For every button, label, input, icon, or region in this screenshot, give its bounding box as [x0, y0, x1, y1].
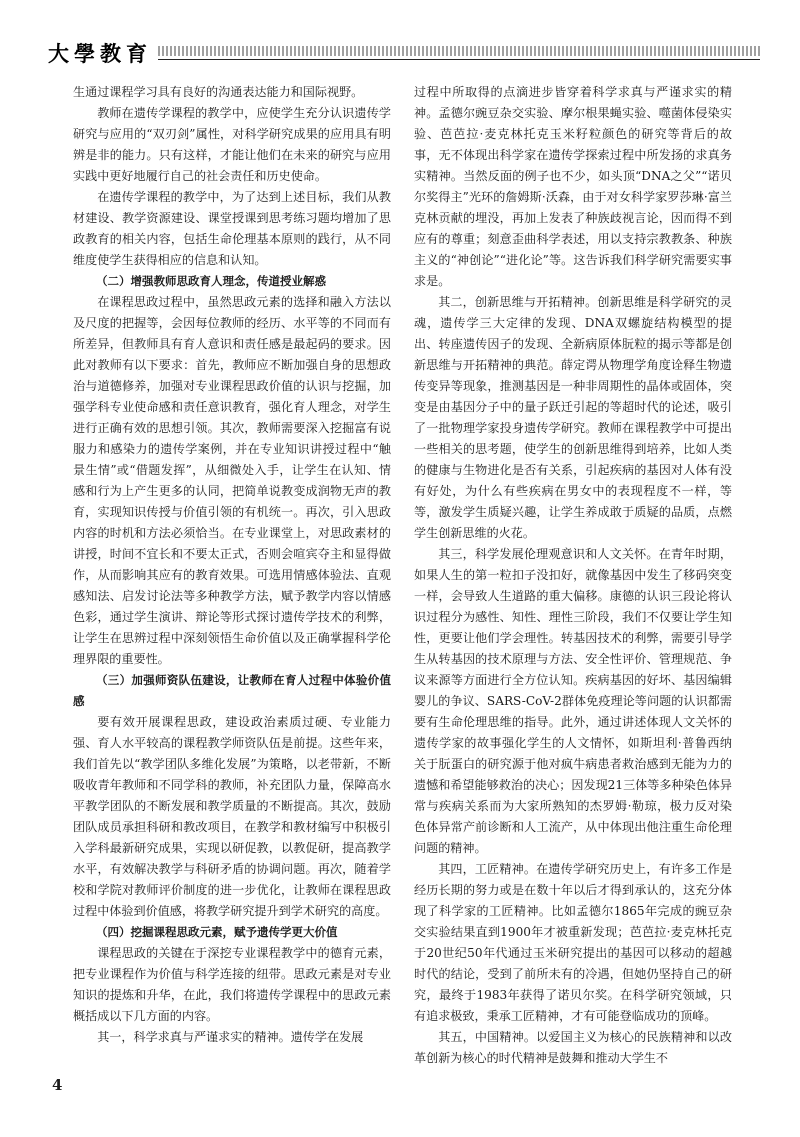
page-number: 4 [52, 1076, 63, 1094]
header-rule [158, 59, 760, 60]
paragraph: 其四，工匠精神。在遗传学研究历史上，有许多工作是经历长期的努力或是在数十年以后才得到承认的，这充分体现了科学家的工匠精神。比如孟德尔1865年完成的豌豆杂交实验结果直到1900年才被重新发现；芭芭拉·麦克林托克于20世纪50年代通过玉米研究提出的基因可以移动的超越时代的结论，受到了前所未有的冷遇，但她仍坚持自己的研究，最终于1983年获得了诺贝尔奖。在科学研究领域，只有追求极致，秉承工匠精神，才有可能登临成功的顶峰。 [414, 862, 732, 1023]
journal-logo: 大學教育 [48, 42, 152, 66]
page-header [40, 30, 760, 78]
paragraph: 其三，科学发展伦理观意识和人文关怀。在青年时期，如果人生的第一粒扣子没扣好，就像基因中发生了移码突变一样，会导致人生道路的重大偏移。康德的认识三段论将认识过程分为感性、知性、理性三阶段，我们不仅要让学生知性，更要让他们学会理性。转基因技术的利弊，需要引导学生从转基因的技术原理与方法、安全性评价、管理规范、争议来源等方面进行全方位认知。疾病基因的好坏、基因编辑婴儿的争议、SARS-CoV-2群体免疫理论等问题的认识都需要有生命伦理思维的指导。此外，通过讲述体现人文关怀的遗传学家的故事强化学生的人文情怀，如斯坦利·普鲁西纳关于朊蛋白的研究源于他对疯牛病患者救治感到无能为力的遗憾和希望能够救治的决心；因发现21三体等多种染色体异常与疾病关系而为大家所熟知的杰罗姆·勒琼，极力反对染色体异常产前诊断和人工流产，从中体现出他注重生命伦理问题的精神。 [414, 547, 732, 855]
paragraph: 在课程思政过程中，虽然思政元素的选择和融入方法以及尺度的把握等，会因每位教师的经历、水平等的不同而有所差异，但教师具有育人意识和责任感是最起码的要求。因此对教师有以下要求：首先，教师应不断加强自身的思想政治与道德修养，加强对专业课程思政价值的认识与挖掘，加强学科专业使命感和责任意识教育，强化育人理念，对学生进行正确有效的思想引领。其次，教师需要深入挖掘富有说服力和感染力的遗传学案例，并在专业知识讲授过程中“触景生情”或“借题发挥”，从细微处入手，让学生在认知、情感和行为上产生更多的认同，把简单说教变成润物无声的教育，实现知识传授与价值引领的有机统一。再次，引入思政内容的时机和方法必须恰当。在专业课堂上，对思政素材的讲授，时间不宜长和不要太正式，否则会喧宾夺主和显得做作，从而影响其应有的教育效果。可选用情感体验法、直观感知法、启发讨论法等多种教学方法，赋予教学内容以情感色彩，通过学生演讲、辩论等形式探讨遗传学技术的利弊，让学生在思辨过程中深刻领悟生命价值以及正确掌握科学伦理界限的重要性。 [73, 295, 391, 666]
section-heading: （二）增强教师思政育人理念，传道授业解惑 [96, 274, 326, 288]
paragraph: 要有效开展课程思政，建设政治素质过硬、专业能力强、育人水平较高的课程教学师资队伍是前提。这些年来，我们首先以“教学团队多维化发展”为策略，以老带新，不断吸收青年教师和不同学科的教师，补充团队力量，保障高水平教学团队的不断发展和教学质量的不断提高。其次，鼓励团队成员承担科研和教改项目，在教学和教材编写中积极引入学科最新研究成果，实现以研促教，以教促研，提高教学水平，有效解决教学与科研矛盾的协调问题。再次，随着学校和学院对教师评价制度的进一步优化，让教师在课程思政过程中体验到价值感，将教学研究提升到学术研究的高度。 [73, 715, 391, 918]
left-column [73, 82, 391, 1048]
paragraph: 其二，创新思维与开拓精神。创新思维是科学研究的灵魂，遗传学三大定律的发现、DNA双螺旋结构模型的提出、转座遗传因子的发现、全新病原体朊粒的揭示等都是创新思维与开拓精神的典范。薛定谔从物理学角度诠释生物遗传变异等现象，推测基因是一种非周期性的晶体或固体，突变是由基因分子中的量子跃迁引起的等超时代的论述，吸引了一批物理学家投身遗传学研究。教师在课程教学中可提出一些相关的思考题，使学生的创新思维得到培养，比如人类的健康与生物进化是否有关系，引起疾病的基因对人体有没有好处，为什么有些疾病在男女中的表现程度不一样，等等，激发学生质疑兴趣，让学生养成敢于质疑的品质，点燃学生创新思维的火花。 [414, 295, 732, 540]
paragraph: 课程思政的关键在于深挖专业课程教学中的德育元素，把专业课程作为价值与科学连接的纽带。思政元素是对专业知识的提炼和升华，在此，我们将遗传学课程中的思政元素概括成以下几方面的内容。 [73, 946, 391, 1023]
paragraph: 在遗传学课程的教学中，为了达到上述目标，我们从教材建设、教学资源建设、课堂授课到思考练习题均增加了思政教育的相关内容，包括生命伦理基本原则的践行，从不同维度使学生获得相应的信息和认知。 [73, 190, 391, 267]
paragraph: 其一，科学求真与严谨求实的精神。遗传学在发展 [97, 1030, 364, 1044]
section-heading: （三）加强师资队伍建设，让教师在育人过程中体验价值感 [73, 673, 391, 708]
section-heading: （四）挖掘课程思政元素，赋予遗传学更大价值 [96, 925, 338, 939]
paragraph: 过程中所取得的点滴进步皆穿着科学求真与严谨求实的精神。孟德尔豌豆杂交实验、摩尔根果蝇实验、噬菌体侵染实验、芭芭拉·麦克林托克玉米籽粒颜色的研究等背后的故事，无不体现出科学家在遗传学探索过程中所发扬的求真务实精神。当然反面的例子也不少，如头顶“DNA之父”“诺贝尔奖得主”光环的詹姆斯·沃森，由于对女科学家罗莎琳·富兰克林贡献的埋没，再加上发表了种族歧视言论，因而得不到应有的尊重；刻意歪曲科学表述，用以支持宗教教条、种族主义的“神创论”“进化论”等。这告诉我们科学研究需要实事求是。 [414, 85, 732, 288]
right-column [414, 82, 732, 1069]
header-dotted-rule [158, 46, 760, 56]
paragraph: 教师在遗传学课程的教学中，应使学生充分认识遗传学研究与应用的“双刃剑”属性，对科学研究成果的应用具有明辨是非的能力。只有这样，才能让他们在未来的研究与应用实践中更好地履行自己的社会责任和历史使命。 [73, 106, 391, 183]
paragraph: 生通过课程学习具有良好的沟通表达能力和国际视野。 [73, 85, 364, 99]
paragraph: 其五，中国精神。以爱国主义为核心的民族精神和以改革创新为核心的时代精神是鼓舞和推动大学生不 [414, 1030, 732, 1065]
